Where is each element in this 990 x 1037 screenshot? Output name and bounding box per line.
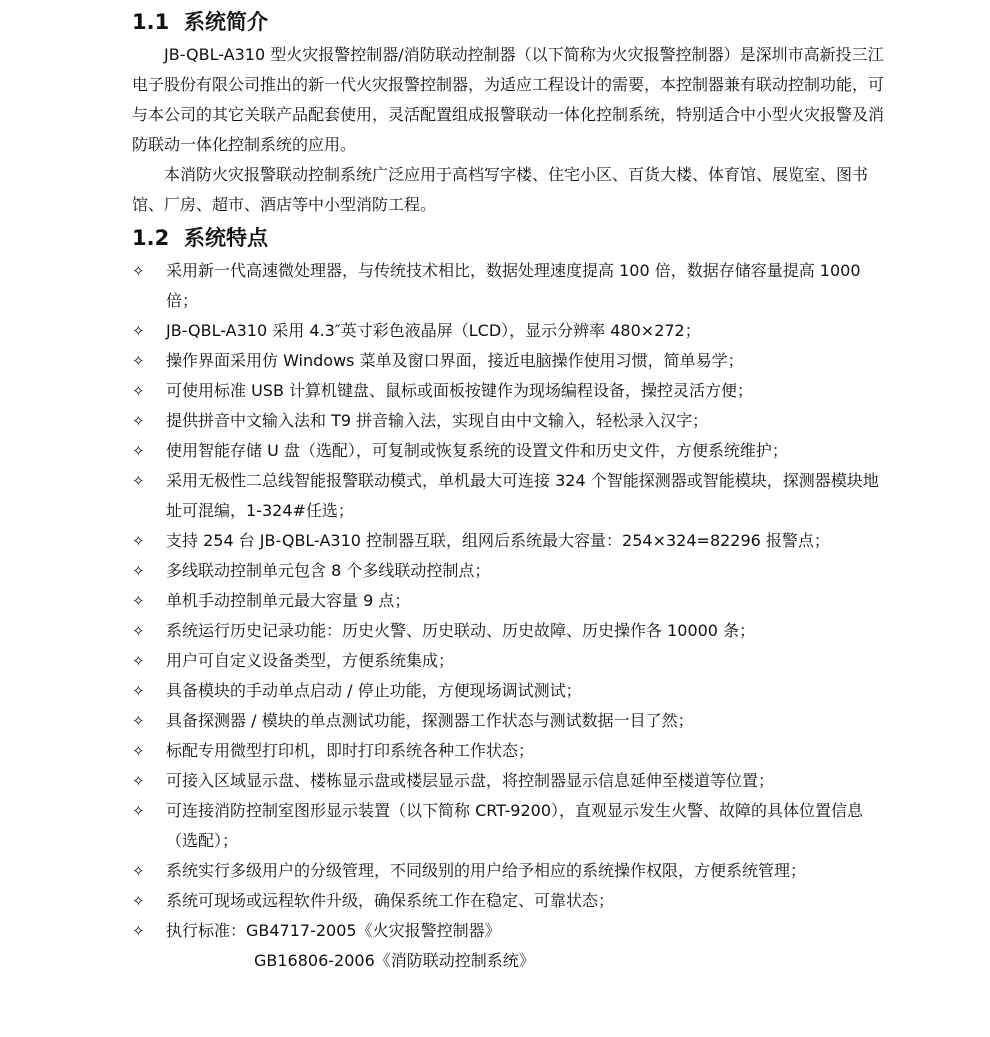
- feature-list-item: [132, 526, 892, 556]
- feature-list-item: [132, 586, 892, 616]
- feature-text: 采用新一代高速微处理器，与传统技术相比，数据处理速度提高 100 倍，数据存储容量提高 1000 倍；: [166, 261, 861, 310]
- feature-text: 支持 254 台 JB-QBL-A310 控制器互联，组网后系统最大容量：254×324=82296 报警点；: [166, 531, 830, 550]
- feature-list-item: [132, 556, 892, 586]
- feature-list-item: [132, 406, 892, 436]
- feature-text: 多线联动控制单元包含 8 个多线联动控制点；: [166, 561, 491, 580]
- standard-continuation: GB16806-2006《消防联动控制系统》: [254, 951, 535, 970]
- feature-list-item: [132, 766, 892, 796]
- feature-text: 具备探测器 / 模块的单点测试功能，探测器工作状态与测试数据一目了然；: [166, 711, 694, 730]
- diamond-bullet-icon: ✧: [132, 772, 145, 790]
- feature-list-item: [132, 736, 892, 766]
- diamond-bullet-icon: ✧: [132, 562, 145, 580]
- feature-text: 用户可自定义设备类型，方便系统集成；: [166, 651, 455, 670]
- feature-list-item: [132, 796, 892, 856]
- diamond-bullet-icon: ✧: [132, 712, 145, 730]
- section-number: 1.1: [132, 10, 170, 34]
- diamond-bullet-icon: ✧: [132, 592, 145, 610]
- feature-list-item: [132, 316, 892, 346]
- diamond-bullet-icon: ✧: [132, 892, 145, 910]
- diamond-bullet-icon: ✧: [132, 652, 145, 670]
- section-number: 1.2: [132, 226, 170, 250]
- feature-list-item: [132, 676, 892, 706]
- diamond-bullet-icon: ✧: [132, 742, 145, 760]
- feature-list-item: [132, 646, 892, 676]
- feature-text: 采用无极性二总线智能报警联动模式，单机最大可连接 324 个智能探测器或智能模块，探测器模块地址可混编，1-324#任选；: [166, 471, 879, 520]
- document-page: [132, 4, 892, 976]
- feature-list-item: [132, 616, 892, 646]
- feature-list: [132, 256, 892, 946]
- feature-text: 使用智能存储 U 盘（选配），可复制或恢复系统的设置文件和历史文件，方便系统维护；: [166, 441, 788, 460]
- feature-text: 单机手动控制单元最大容量 9 点；: [166, 591, 411, 610]
- diamond-bullet-icon: ✧: [132, 442, 145, 460]
- feature-text: 可连接消防控制室图形显示装置（以下简称 CRT-9200），直观显示发生火警、故障的具体位置信息（选配）；: [166, 801, 864, 850]
- diamond-bullet-icon: ✧: [132, 472, 145, 490]
- feature-list-item: [132, 856, 892, 886]
- feature-list-item: [132, 466, 892, 526]
- section-heading-intro: [132, 4, 892, 40]
- diamond-bullet-icon: ✧: [132, 922, 145, 940]
- feature-text: 操作界面采用仿 Windows 菜单及窗口界面，接近电脑操作使用习惯，简单易学；: [166, 351, 744, 370]
- diamond-bullet-icon: ✧: [132, 802, 145, 820]
- diamond-bullet-icon: ✧: [132, 862, 145, 880]
- feature-text: 具备模块的手动单点启动 / 停止功能，方便现场调试测试；: [166, 681, 582, 700]
- feature-text: 系统可现场或远程软件升级，确保系统工作在稳定、可靠状态；: [166, 891, 615, 910]
- feature-text: 可使用标准 USB 计算机键盘、鼠标或面板按键作为现场编程设备，操控灵活方便；: [166, 381, 754, 400]
- diamond-bullet-icon: ✧: [132, 262, 145, 280]
- diamond-bullet-icon: ✧: [132, 682, 145, 700]
- diamond-bullet-icon: ✧: [132, 352, 145, 370]
- section-title-text: 系统简介: [184, 10, 268, 34]
- feature-list-item: [132, 916, 892, 946]
- diamond-bullet-icon: ✧: [132, 412, 145, 430]
- feature-list-item: [132, 256, 892, 316]
- feature-list-item: [132, 346, 892, 376]
- feature-text: 系统运行历史记录功能：历史火警、历史联动、历史故障、历史操作各 10000 条；: [166, 621, 756, 640]
- intro-paragraph: JB-QBL-A310 型火灾报警控制器/消防联动控制器（以下简称为火灾报警控制器）是深圳市高新投三江电子股份有限公司推出的新一代火灾报警控制器，为适应工程设计的需要，本控制器兼有联动控制功能，可与本公司的其它关联产品配套使用，灵活配置组成报警联动一体化控制系统，特别适合中小型火灾报警及消防联动一体化控制系统的应用。: [132, 45, 885, 154]
- feature-list-item: [132, 436, 892, 466]
- feature-list-item: [132, 706, 892, 736]
- diamond-bullet-icon: ✧: [132, 532, 145, 550]
- feature-text: 系统实行多级用户的分级管理，不同级别的用户给予相应的系统操作权限，方便系统管理；: [166, 861, 807, 880]
- diamond-bullet-icon: ✧: [132, 622, 145, 640]
- feature-list-item: [132, 376, 892, 406]
- feature-text: 执行标准：GB4717-2005《火灾报警控制器》: [166, 921, 501, 940]
- diamond-bullet-icon: ✧: [132, 322, 145, 340]
- feature-text: 提供拼音中文输入法和 T9 拼音输入法，实现自由中文输入，轻松录入汉字；: [166, 411, 709, 430]
- section-title-text: 系统特点: [184, 226, 268, 250]
- feature-text: JB-QBL-A310 采用 4.3″英寸彩色液晶屏（LCD），显示分辨率 480×272；: [166, 321, 701, 340]
- feature-text: 可接入区域显示盘、楼栋显示盘或楼层显示盘，将控制器显示信息延伸至楼道等位置；: [166, 771, 775, 790]
- diamond-bullet-icon: ✧: [132, 382, 145, 400]
- feature-text: 标配专用微型打印机，即时打印系统各种工作状态；: [166, 741, 535, 760]
- section-heading-features: [132, 220, 892, 256]
- application-paragraph: 本消防火灾报警联动控制系统广泛应用于高档写字楼、住宅小区、百货大楼、体育馆、展览室、图书馆、厂房、超市、酒店等中小型消防工程。: [132, 165, 869, 214]
- feature-list-item: [132, 886, 892, 916]
